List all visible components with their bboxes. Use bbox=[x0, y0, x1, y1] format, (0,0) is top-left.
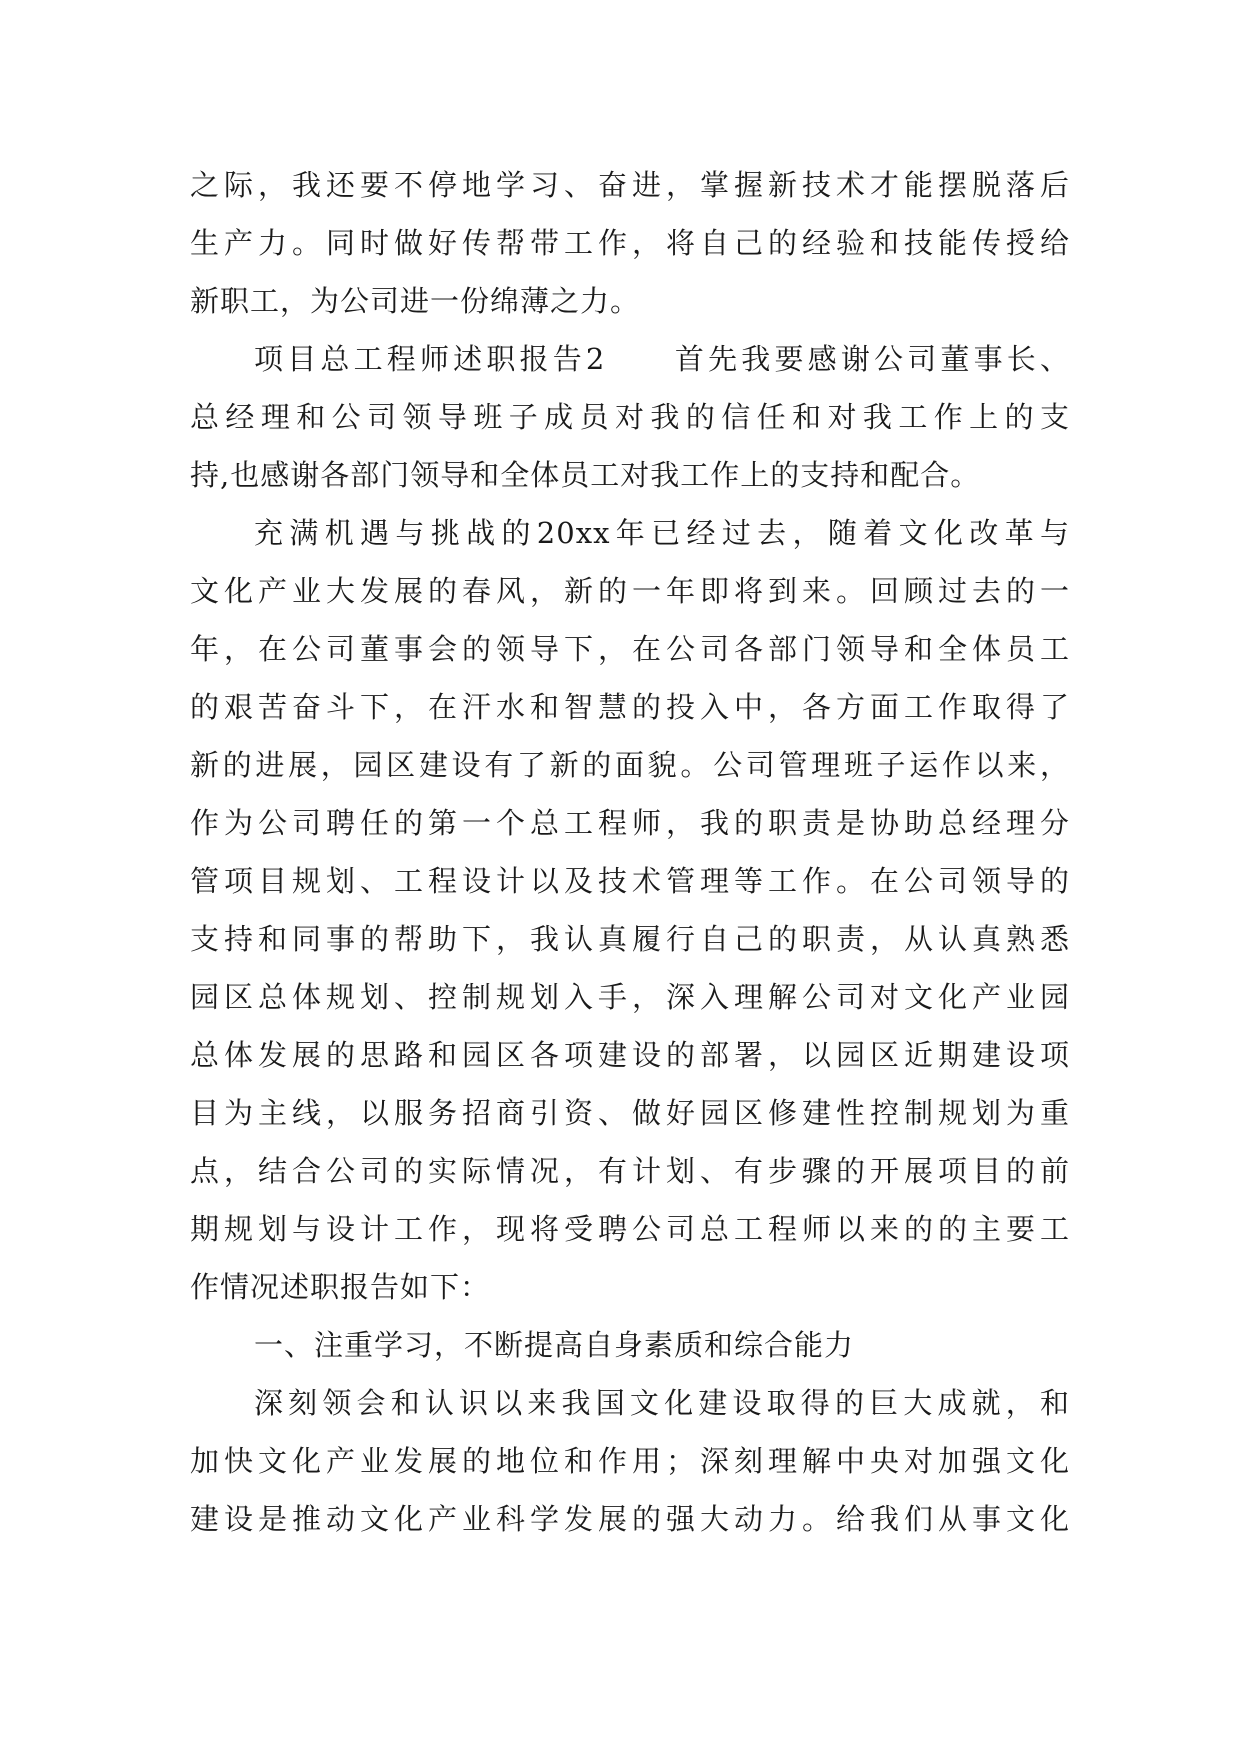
paragraph-start-line: 深刻领会和认识以来我国文化建设取得的巨大成就，和 bbox=[254, 1386, 1070, 1420]
text-line: 作为公司聘任的第一个总工程师，我的职责是协助总经理分 bbox=[190, 806, 1070, 840]
text-line: 支持和同事的帮助下，我认真履行自己的职责，从认真熟悉 bbox=[190, 922, 1070, 956]
text-line: 的艰苦奋斗下，在汗水和智慧的投入中，各方面工作取得了 bbox=[190, 690, 1070, 724]
text-line: 年，在公司董事会的领导下，在公司各部门领导和全体员工 bbox=[190, 632, 1070, 666]
text-line: 持,也感谢各部门领导和全体员工对我工作上的支持和配合。 bbox=[190, 458, 981, 492]
text-line: 文化产业大发展的春风，新的一年即将到来。回顾过去的一 bbox=[190, 574, 1070, 608]
text-line: 目为主线，以服务招商引资、做好园区修建性控制规划为重 bbox=[190, 1096, 1070, 1130]
text-line: 建设是推动文化产业科学发展的强大动力。给我们从事文化 bbox=[190, 1502, 1070, 1536]
text-line: 作情况述职报告如下： bbox=[190, 1270, 491, 1304]
text-line: 加快文化产业发展的地位和作用；深刻理解中央对加强文化 bbox=[190, 1444, 1070, 1478]
text-line: 总经理和公司领导班子成员对我的信任和对我工作上的支 bbox=[190, 400, 1070, 434]
section-heading: 一、注重学习，不断提高自身素质和综合能力 bbox=[254, 1328, 855, 1362]
text-line: 之际，我还要不停地学习、奋进，掌握新技术才能摆脱落后 bbox=[190, 168, 1070, 202]
text-line: 园区总体规划、控制规划入手，深入理解公司对文化产业园 bbox=[190, 980, 1070, 1014]
text-line: 新职工，为公司进一份绵薄之力。 bbox=[190, 284, 641, 318]
text-line: 总体发展的思路和园区各项建设的部署，以园区近期建设项 bbox=[190, 1038, 1070, 1072]
section-heading-line: 项目总工程师述职报告2 首先我要感谢公司董事长、 bbox=[254, 342, 1070, 376]
text-line: 生产力。同时做好传帮带工作，将自己的经验和技能传授给 bbox=[190, 226, 1070, 260]
text-line: 新的进展，园区建设有了新的面貌。公司管理班子运作以来， bbox=[190, 748, 1070, 782]
text-line: 管项目规划、工程设计以及技术管理等工作。在公司领导的 bbox=[190, 864, 1070, 898]
text-line: 期规划与设计工作，现将受聘公司总工程师以来的的主要工 bbox=[190, 1212, 1070, 1246]
text-line: 点，结合公司的实际情况，有计划、有步骤的开展项目的前 bbox=[190, 1154, 1070, 1188]
document-body bbox=[190, 156, 1070, 1548]
paragraph-start-line: 充满机遇与挑战的20xx年已经过去，随着文化改革与 bbox=[254, 516, 1070, 550]
